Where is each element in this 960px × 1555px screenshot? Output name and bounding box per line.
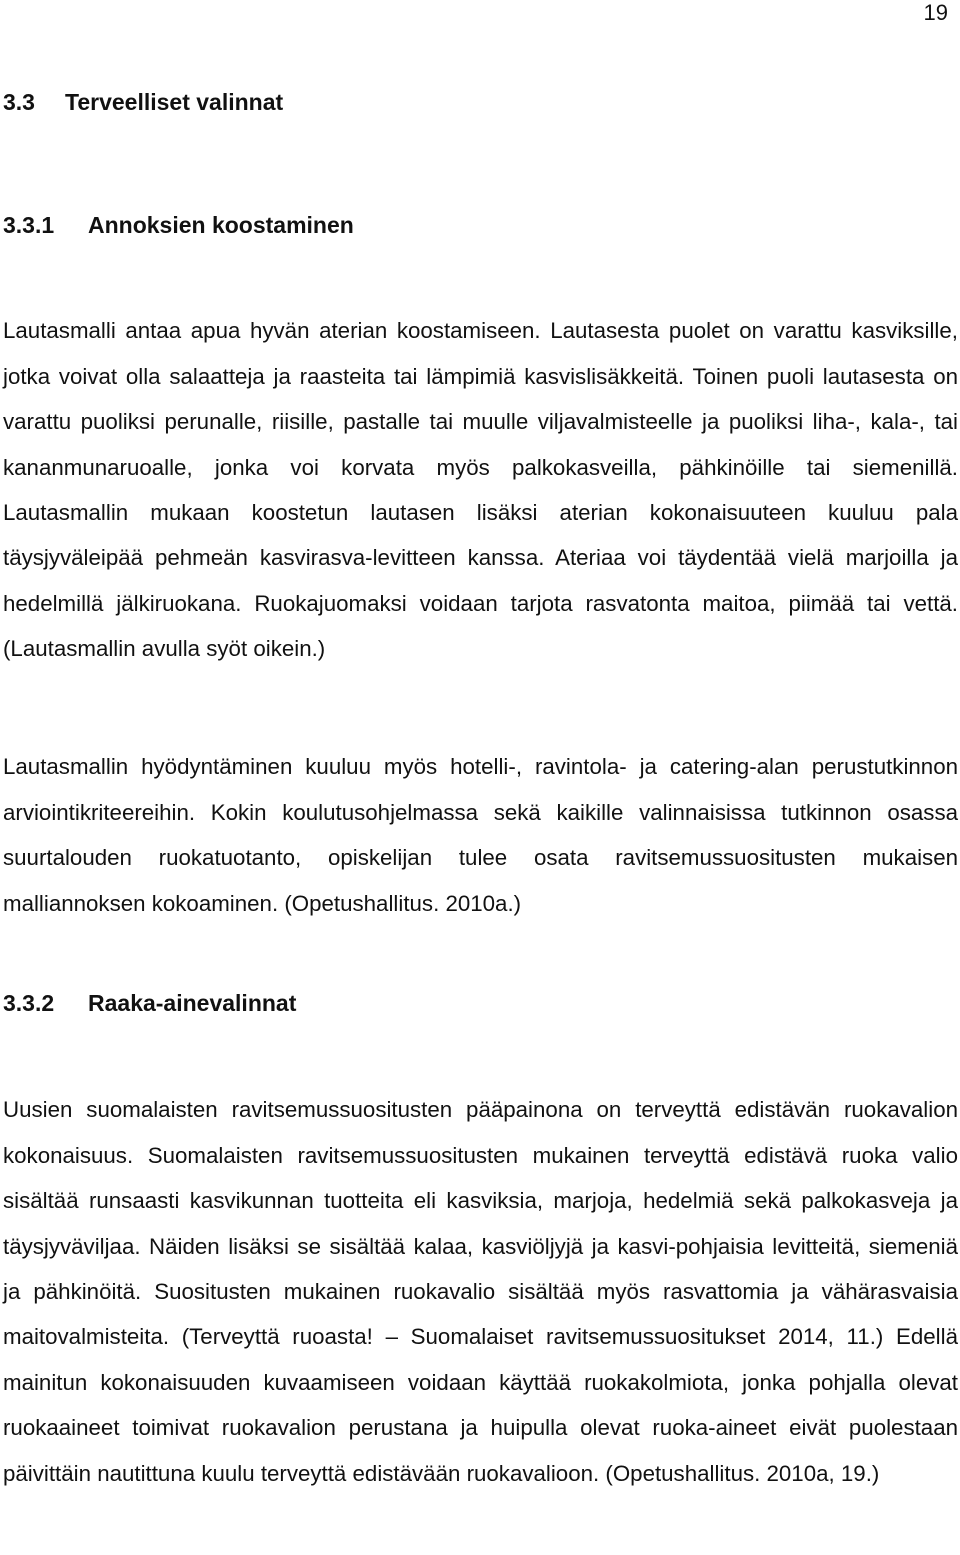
section-heading-3-3-1 <box>3 211 354 239</box>
body-paragraph: Lautasmallin hyödyntäminen kuuluu myös hotelli-, ravintola- ja catering-alan perustutkinnon arviointikriteereihin. Kokin koulutusohjelmassa sekä kaikille valinnaisissa tutkinnon osassa suurtalouden ruokatuotanto, opiskelijan tulee osata ravitsemussuositusten mukaisen malliannoksen kokoaminen. (Opetushallitus. 2010a.) <box>3 754 958 916</box>
section-number: 3.3.2 <box>3 990 55 1016</box>
section-title: Annoksien koostaminen <box>88 212 354 238</box>
body-paragraph: Lautasmalli antaa apua hyvän aterian koostamiseen. Lautasesta puolet on varattu kasviksille, jotka voivat olla salaatteja ja raasteita tai lämpimiä kasvislisäkkeitä. Toinen puoli lautasesta on varattu puoliksi perunalle, riisille, pastalle tai muulle viljavalmisteelle ja puoliksi liha-, kala-, tai kananmunaruoalle, jonka voi korvata myös palkokasveilla, pähkinöille tai siemenillä. Lautasmallin mukaan koostetun lautasen lisäksi aterian kokonaisuuteen kuuluu pala täysjyväleipää pehmeän kasvirasva-levitteen kanssa. Ateriaa voi täydentää vielä marjoilla ja hedelmillä jälkiruokana. Ruokajuomaksi voidaan tarjota rasvatonta maitoa, piimää tai vettä. (Lautasmallin avulla syöt oikein.) <box>3 318 958 662</box>
page-number: 19 <box>923 0 948 25</box>
section-title: Raaka-ainevalinnat <box>88 990 297 1016</box>
section-heading-3-3 <box>3 88 283 116</box>
body-paragraph: Uusien suomalaisten ravitsemussuositusten pääpainona on terveyttä edistävän ruokavalion kokonaisuus. Suomalaisten ravitsemussuositusten mukainen terveyttä edistävä ruoka valio sisältää runsaasti kasvikunnan tuotteita eli kasviksia, marjoja, hedelmiä sekä palkokasveja ja täysjyväviljaa. Näiden lisäksi se sisältää kalaa, kasviöljyjä ja kasvi-pohjaisia levitteitä, siemeniä ja pähkinöitä. Suositusten mukainen ruokavalio sisältää myös rasvattomia ja vähärasvaisia maitovalmisteita. (Terveyttä ruoasta! – Suomalaiset ravitsemussuositukset 2014, 11.) Edellä mainitun kokonaisuuden kuvaamiseen voidaan käyttää ruokakolmiota, jonka pohjalla olevat ruokaaineet toimivat ruokavalion perustana ja huipulla olevat ruoka-aineet eivät puolestaan päivittäin nautittuna kuulu terveyttä edistävään ruokavalioon. (Opetushallitus. 2010a, 19.) <box>3 1097 958 1486</box>
section-title: Terveelliset valinnat <box>65 89 284 115</box>
section-heading-3-3-2 <box>3 989 296 1017</box>
section-number: 3.3 <box>3 89 35 115</box>
section-number: 3.3.1 <box>3 212 55 238</box>
